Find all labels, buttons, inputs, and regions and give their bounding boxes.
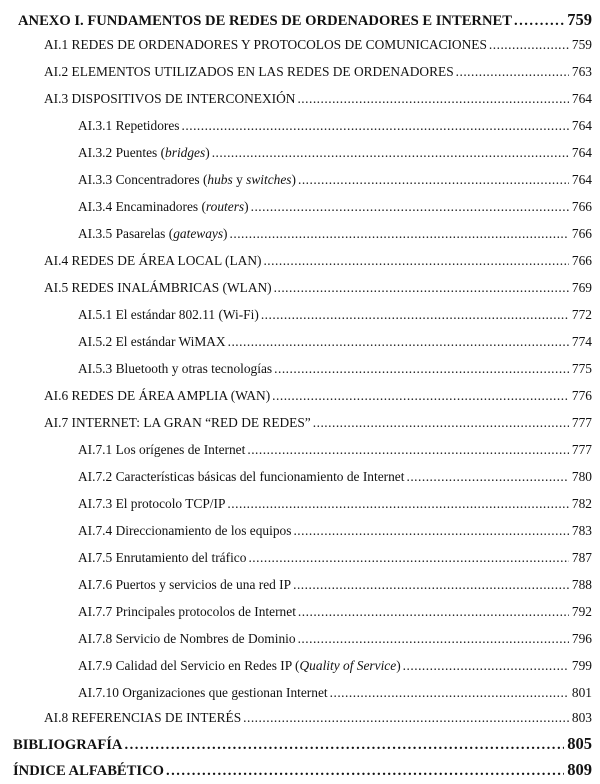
dot-leader: [166, 763, 564, 780]
toc-page-number: 803: [571, 710, 592, 725]
toc-page-number: 801: [571, 685, 592, 700]
toc-page-number: 777: [571, 415, 592, 430]
dot-leader: [230, 226, 569, 242]
toc-page-number: 772: [571, 307, 592, 322]
toc-entry-title: AI.3.4 Encaminadores (routers): [78, 199, 249, 214]
toc-entry-title: AI.7.7 Principales protocolos de Internet: [78, 604, 296, 619]
toc-page-number: 792: [571, 604, 592, 619]
toc-page-number: 787: [571, 550, 592, 565]
dot-leader: [514, 13, 564, 30]
toc-entry-title: AI.7.9 Calidad del Servicio en Redes IP (Quality of Service): [78, 658, 401, 673]
toc-page-number: 782: [571, 496, 592, 511]
toc-entry-title: AI.7.4 Direccionamiento de los equipos: [78, 523, 292, 538]
toc-entry-ai-3-1[interactable]: [78, 118, 592, 134]
dot-leader: [313, 415, 569, 431]
toc-page-number: 774: [571, 334, 592, 349]
toc-entry-ai-3-5[interactable]: [78, 226, 592, 242]
toc-entry-ai-2[interactable]: [44, 64, 592, 80]
toc-entry-ai-5-3[interactable]: [78, 361, 592, 377]
dot-leader: [272, 388, 569, 404]
dot-leader: [297, 91, 568, 107]
toc-entry-ai-7-3[interactable]: [78, 496, 592, 512]
toc-page-number: 777: [571, 442, 592, 457]
toc-entry-ai-7-5[interactable]: [78, 550, 592, 566]
toc-page-number: 775: [571, 361, 592, 376]
toc-entry-title: AI.3.1 Repetidores: [78, 118, 180, 133]
toc-entry-title: AI.7.6 Puertos y servicios de una red IP: [78, 577, 292, 592]
toc-page-number: 764: [571, 172, 592, 187]
toc-entry-title: AI.3.3 Concentradores (hubs y switches): [78, 172, 296, 187]
toc-page-number: 764: [571, 145, 592, 160]
dot-leader: [298, 631, 569, 647]
dot-leader: [263, 253, 568, 269]
dot-leader: [248, 550, 568, 566]
toc-page-number: 805: [567, 734, 592, 753]
dot-leader: [251, 199, 569, 215]
toc-entry-title: ANEXO I. FUNDAMENTOS DE REDES DE ORDENADORES E INTERNET: [18, 13, 512, 29]
toc-entry-title: AI.5.1 El estándar 802.11 (Wi-Fi): [78, 307, 259, 322]
toc-entry-ai-7-7[interactable]: [78, 604, 592, 620]
toc-entry-ai-3-4[interactable]: [78, 199, 592, 215]
toc-page-number: 766: [571, 253, 592, 268]
toc-entry-ai-7-9[interactable]: [78, 658, 592, 674]
dot-leader: [406, 469, 568, 485]
toc-entry-ai-5-1[interactable]: [78, 307, 592, 323]
dot-leader: [247, 442, 569, 458]
toc-entry-ai-6[interactable]: [44, 388, 592, 404]
toc-entry-ai-7[interactable]: [44, 415, 592, 431]
toc-entry-ai-3-3[interactable]: [78, 172, 592, 188]
toc-entry-ai-7-6[interactable]: [78, 577, 592, 593]
toc-page-number: 764: [571, 118, 592, 133]
toc-page-number: 764: [571, 91, 592, 106]
toc-page-number: 766: [571, 226, 592, 241]
toc-entry-ai-7-8[interactable]: [78, 631, 592, 647]
dot-leader: [182, 118, 569, 134]
dot-leader: [261, 307, 569, 323]
toc-entry-ai-3[interactable]: [44, 91, 592, 107]
dot-leader: [274, 361, 569, 377]
toc-page-number: 809: [567, 760, 592, 779]
toc-entry-ai-7-10[interactable]: [78, 685, 592, 701]
toc-entry-title: AI.7.3 El protocolo TCP/IP: [78, 496, 226, 511]
toc-entry-title: AI.3.2 Puentes (bridges): [78, 145, 210, 160]
toc-entry-title: BIBLIOGRAFÍA: [13, 737, 123, 753]
toc-entry-bibliografia[interactable]: [13, 734, 592, 754]
toc-entry-title: AI.7 INTERNET: LA GRAN “RED DE REDES”: [44, 415, 311, 430]
toc-entry-title: AI.3.5 Pasarelas (gateways): [78, 226, 228, 241]
dot-leader: [330, 685, 569, 701]
dot-leader: [124, 737, 564, 754]
dot-leader: [403, 658, 569, 674]
toc-entry-ai-5-2[interactable]: [78, 334, 592, 350]
toc-page-number: 783: [571, 523, 592, 538]
toc-entry-title: AI.8 REFERENCIAS DE INTERÉS: [44, 710, 242, 725]
toc-entry-ai-4[interactable]: [44, 253, 592, 269]
toc-entry-title: AI.5 REDES INALÁMBRICAS (WLAN): [44, 280, 272, 295]
toc-entry-title: AI.5.3 Bluetooth y otras tecnologías: [78, 361, 273, 376]
toc-page-number: 759: [567, 10, 592, 29]
dot-leader: [228, 334, 569, 350]
toc-page-number: 788: [571, 577, 592, 592]
toc-page-number: 759: [571, 37, 592, 52]
toc-entry-ai-8[interactable]: [44, 710, 592, 726]
dot-leader: [212, 145, 569, 161]
toc-entry-anexo-i[interactable]: [18, 10, 592, 30]
toc-page-number: 780: [571, 469, 592, 484]
toc-entry-title: AI.6 REDES DE ÁREA AMPLIA (WAN): [44, 388, 271, 403]
toc-entry-title: AI.5.2 El estándar WiMAX: [78, 334, 226, 349]
toc-entry-title: AI.7.8 Servicio de Nombres de Dominio: [78, 631, 296, 646]
dot-leader: [274, 280, 569, 296]
toc-page-number: 763: [571, 64, 592, 79]
toc-entry-ai-1[interactable]: [44, 37, 592, 53]
toc-entry-indice-alfabetico[interactable]: [13, 760, 592, 780]
dot-leader: [489, 37, 569, 53]
dot-leader: [298, 604, 569, 620]
toc-entry-title: AI.2 ELEMENTOS UTILIZADOS EN LAS REDES DE ORDENADORES: [44, 64, 454, 79]
dot-leader: [293, 523, 568, 539]
toc-entry-title: AI.7.1 Los orígenes de Internet: [78, 442, 246, 457]
toc-page-number: 796: [571, 631, 592, 646]
toc-page-number: 769: [571, 280, 592, 295]
dot-leader: [293, 577, 569, 593]
toc-entry-title: AI.7.2 Características básicas del funcionamiento de Internet: [78, 469, 405, 484]
toc-entry-title: AI.7.5 Enrutamiento del tráfico: [78, 550, 247, 565]
toc-entry-ai-7-1[interactable]: [78, 442, 592, 458]
toc-entry-title: AI.4 REDES DE ÁREA LOCAL (LAN): [44, 253, 262, 268]
toc-entry-ai-3-2[interactable]: [78, 145, 592, 161]
toc-entry-ai-7-2[interactable]: [78, 469, 592, 485]
toc-entry-ai-5[interactable]: [44, 280, 592, 296]
toc-entry-title: AI.7.10 Organizaciones que gestionan Internet: [78, 685, 328, 700]
dot-leader: [298, 172, 569, 188]
toc-page-number: 799: [571, 658, 592, 673]
toc-entry-ai-7-4[interactable]: [78, 523, 592, 539]
toc-page-number: 776: [571, 388, 592, 403]
dot-leader: [227, 496, 568, 512]
dot-leader: [243, 710, 569, 726]
toc-entry-title: AI.3 DISPOSITIVOS DE INTERCONEXIÓN: [44, 91, 296, 106]
dot-leader: [456, 64, 569, 80]
toc-entry-title: AI.1 REDES DE ORDENADORES Y PROTOCOLOS DE COMUNICACIONES: [44, 37, 487, 52]
toc-page-number: 766: [571, 199, 592, 214]
toc-entry-title: ÍNDICE ALFABÉTICO: [13, 763, 164, 779]
